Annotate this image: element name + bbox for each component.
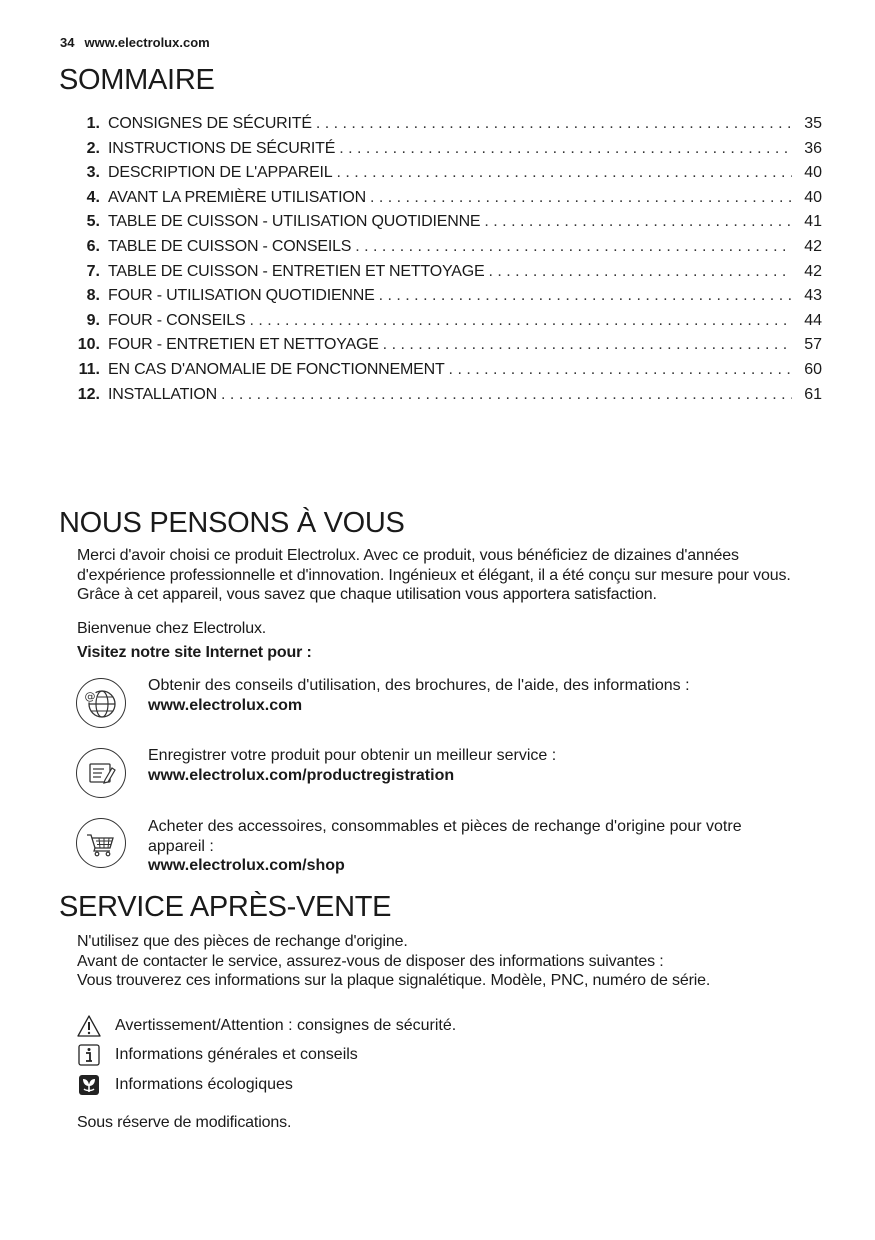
service-line: Avant de contacter le service, assurez-vous de disposer des informations suivantes : (77, 952, 664, 970)
symbol-legend (76, 1011, 456, 1100)
toc-item[interactable] (70, 115, 822, 140)
toc-number: 6. (86, 237, 100, 255)
page-number: 34 (60, 35, 75, 50)
toc-item[interactable] (70, 140, 822, 165)
service-title: SERVICE APRÈS-VENTE (59, 891, 392, 923)
link-description: Obtenir des conseils d'utilisation, des brochures, de l'aide, des informations : (148, 677, 690, 694)
svg-text:@: @ (84, 690, 96, 703)
toc-page: 35 (804, 115, 822, 132)
toc-number: 12. (77, 385, 100, 403)
toc-page: 40 (804, 164, 822, 182)
link-url-registration[interactable]: www.electrolux.com/productregistration (148, 766, 455, 784)
toc-number: 3. (86, 164, 100, 182)
toc-title: AVANT LA PREMIÈRE UTILISATION (108, 188, 366, 206)
service-line: Vous trouverez ces informations sur la plaque signalétique. Modèle, PNC, numéro de série. (77, 972, 711, 989)
link-text (148, 676, 788, 715)
legend-label: Avertissement/Attention : consignes de sécurité. (115, 1016, 457, 1034)
toc-number: 5. (86, 213, 100, 231)
toc-title: FOUR - ENTRETIEN ET NETTOYAGE (108, 336, 379, 354)
toc-page: 43 (804, 287, 822, 305)
page-header (60, 35, 210, 50)
toc-item[interactable] (70, 312, 822, 337)
service-line: N'utilisez que des pièces de rechange d'origine. (77, 933, 408, 950)
toc-leader (488, 263, 792, 281)
registration-form-icon (76, 748, 126, 798)
toc-title: FOUR - UTILISATION QUOTIDIENNE (108, 287, 375, 305)
toc-number: 2. (86, 139, 100, 157)
visit-heading: Visitez notre site Internet pour : (77, 644, 312, 661)
toc-leader (449, 361, 792, 379)
toc-page: 41 (804, 213, 822, 231)
toc-title: TABLE DE CUISSON - UTILISATION QUOTIDIENNE (108, 213, 481, 231)
toc-item[interactable] (70, 386, 822, 411)
toc-number: 1. (86, 115, 100, 132)
intro-paragraph: Merci d'avoir choisi ce produit Electrolux. Avec ce produit, vous bénéficiez de dizaines d'années d'expérience professionnelle et d'innovation. Ingénieux et élégant, il a été conçu sur mesure pour vous. Grâce à cet appareil, vous savez que chaque utilisation vous apportera satisfaction. (77, 547, 791, 603)
toc-leader (370, 189, 792, 207)
toc-page: 60 (804, 360, 822, 378)
legend-item (76, 1041, 456, 1071)
toc-item[interactable] (70, 189, 822, 214)
toc-item[interactable] (70, 287, 822, 312)
toc-page: 40 (804, 188, 822, 206)
toc-number: 10. (77, 336, 100, 354)
link-url-website[interactable]: www.electrolux.com (148, 696, 303, 714)
link-url-shop[interactable]: www.electrolux.com/shop (148, 857, 345, 874)
shopping-cart-icon (76, 818, 126, 868)
toc-number: 7. (86, 262, 100, 280)
toc-leader (337, 164, 793, 182)
eco-icon (76, 1073, 102, 1097)
legend-item (76, 1070, 456, 1100)
warning-icon (76, 1014, 102, 1038)
toc-title: DESCRIPTION DE L'APPAREIL (108, 164, 333, 182)
toc-number: 11. (78, 360, 100, 378)
toc-page: 61 (804, 385, 822, 403)
toc-item[interactable] (70, 361, 822, 386)
legend-label: Informations générales et conseils (115, 1046, 358, 1064)
legend-item (76, 1011, 456, 1041)
globe-at-icon (76, 678, 126, 728)
toc-page: 36 (804, 139, 822, 157)
toc-leader (249, 312, 792, 330)
toc-item[interactable] (70, 263, 822, 288)
toc-leader (379, 287, 792, 305)
toc-number: 9. (86, 311, 100, 329)
toc-leader (383, 336, 792, 354)
toc-item[interactable] (70, 213, 822, 238)
link-description: Enregistrer votre produit pour obtenir un meilleur service : (148, 747, 557, 764)
welcome-text: Bienvenue chez Electrolux. (77, 620, 267, 637)
nous-pensons-title: NOUS PENSONS À VOUS (59, 507, 405, 539)
toc-page: 44 (804, 311, 822, 329)
toc-item[interactable] (70, 164, 822, 189)
link-description: Acheter des accessoires, consommables et pièces de rechange d'origine pour votre appareil : (148, 818, 742, 855)
toc-page: 42 (804, 237, 822, 255)
toc-leader (484, 213, 792, 231)
toc-item[interactable] (70, 238, 822, 263)
toc-leader (316, 115, 792, 133)
link-text (148, 746, 788, 785)
toc-leader (221, 386, 792, 404)
link-text (148, 817, 788, 876)
sommaire-title: SOMMAIRE (59, 64, 215, 96)
toc-title: CONSIGNES DE SÉCURITÉ (108, 115, 312, 132)
toc-page: 42 (804, 262, 822, 280)
table-of-contents (70, 115, 822, 410)
toc-title: INSTRUCTIONS DE SÉCURITÉ (108, 139, 336, 157)
toc-title: FOUR - CONSEILS (108, 311, 246, 329)
toc-title: EN CAS D'ANOMALIE DE FONCTIONNEMENT (108, 360, 445, 378)
toc-title: TABLE DE CUISSON - CONSEILS (108, 237, 352, 255)
info-icon (76, 1043, 102, 1067)
toc-title: TABLE DE CUISSON - ENTRETIEN ET NETTOYAGE (108, 262, 485, 280)
toc-number: 8. (86, 287, 100, 305)
toc-page: 57 (804, 336, 822, 354)
toc-leader (355, 238, 792, 256)
footer-note: Sous réserve de modifications. (77, 1114, 292, 1131)
legend-label: Informations écologiques (115, 1075, 293, 1093)
toc-number: 4. (86, 188, 100, 206)
toc-leader (339, 140, 792, 158)
toc-item[interactable] (70, 336, 822, 361)
toc-title: INSTALLATION (108, 385, 218, 403)
header-site[interactable]: www.electrolux.com (84, 35, 210, 50)
service-paragraph (77, 932, 837, 991)
